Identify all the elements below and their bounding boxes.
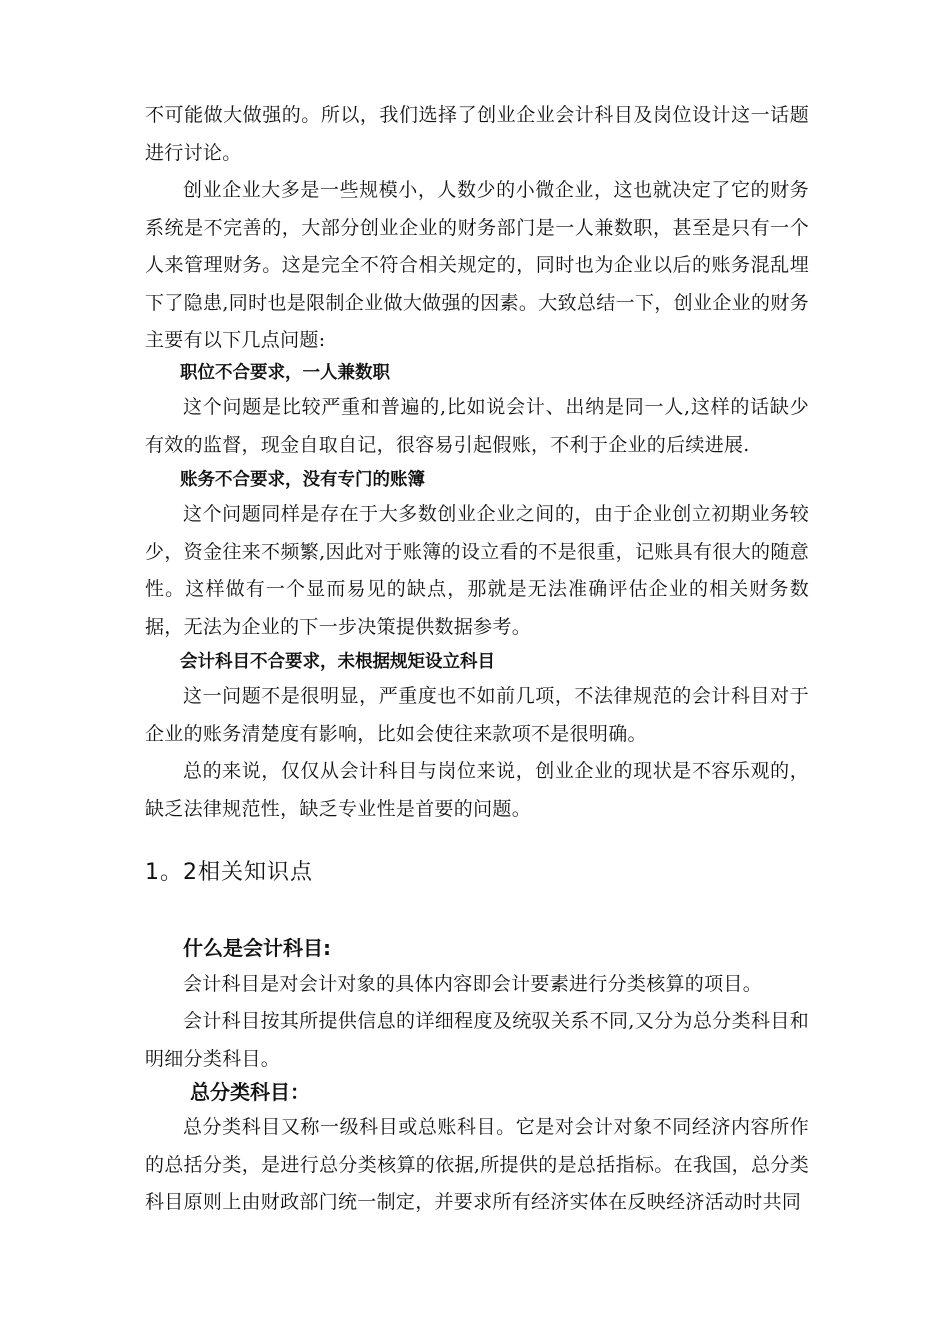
general-account-paragraph: 总分类科目又称一级科目或总账科目。它是对会计对象不同经济内容所作的总括分类，是进行总分类核算的依据,所提供的是总括指标。在我国，总分类科目原则上由财政部门统一制定，并要求所有经济实体在反映经济活动时共同	[145, 1116, 809, 1213]
problem-heading-1: 职位不合要求，一人兼数职	[180, 363, 390, 383]
problem-heading-3: 会计科目不合要求，未根据规矩设立科目	[180, 652, 495, 672]
intro-paragraph-1: 不可能做大做强的。所以，我们选择了创业企业会计科目及岗位设计这一话题进行讨论。	[145, 104, 809, 164]
problem-text-1: 这个问题是比较严重和普遍的,比如说会计、出纳是同一人,这样的话缺少有效的监督，现金自取自记，很容易引起假账，不利于企业的后续进展.	[145, 396, 809, 456]
problem-heading-2: 账务不合要求，没有专门的账簿	[180, 470, 425, 490]
section-title: 1。2相关知识点	[145, 860, 313, 885]
general-account-heading: 总分类科目：	[190, 1080, 310, 1104]
intro-paragraph-2: 创业企业大多是一些规模小，人数少的小微企业，这也就决定了它的财务系统是不完善的，大部分创业企业的财务部门是一人兼数职，甚至是只有一个人来管理财务。这是完全不符合相关规定的，同时也为企业以后的账务混乱埋下了隐患,同时也是限制企业做大做强的因素。大致总结一下，创业企业的财务主要有以下几点问题:	[145, 179, 809, 351]
what-is-paragraph-1: 会计科目是对会计对象的具体内容即会计要素进行分类核算的项目。	[183, 973, 763, 995]
problem-text-3: 这一问题不是很明显，严重度也不如前几项，不法律规范的会计科目对于企业的账务清楚度有影响，比如会使往来款项不是很明确。	[145, 685, 809, 745]
what-is-paragraph-2: 会计科目按其所提供信息的详细程度及统驭关系不同,又分为总分类科目和明细分类科目。	[145, 1010, 809, 1070]
problem-text-2: 这个问题同样是存在于大多数创业企业之间的，由于企业创立初期业务较少，资金往来不频繁,因此对于账簿的设立看的不是很重，记账具有很大的随意性。这样做有一个显而易见的缺点，那就是无法准确评估企业的相关财务数据，无法为企业的下一步决策提供数据参考。	[145, 503, 809, 638]
summary-paragraph: 总的来说，仅仅从会计科目与岗位来说，创业企业的现状是不容乐观的，缺乏法律规范性，缺乏专业性是首要的问题。	[145, 760, 809, 820]
what-is-heading: 什么是会计科目:	[183, 936, 331, 960]
